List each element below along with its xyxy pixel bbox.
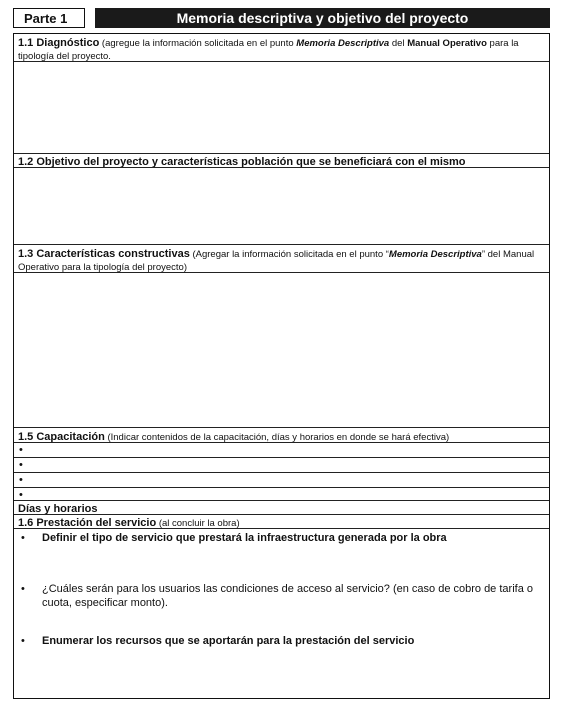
section-1-6-instruction: (al concluir la obra) bbox=[156, 518, 240, 529]
section-1-1-title: 1.1 Diagnóstico bbox=[18, 37, 100, 49]
section-1-3-header bbox=[14, 247, 549, 274]
divider bbox=[14, 514, 549, 515]
section-1-1-header bbox=[14, 36, 549, 63]
form-table bbox=[13, 33, 550, 699]
service-item-3-text: Enumerar los recursos que se aportarán para la prestación del servicio bbox=[42, 635, 415, 647]
bullet-dot: • bbox=[21, 532, 25, 544]
bullet-dot: • bbox=[21, 635, 25, 647]
capacitacion-bullet-3[interactable]: • bbox=[19, 474, 23, 486]
service-item-3 bbox=[21, 634, 545, 648]
divider bbox=[14, 500, 549, 501]
form-page bbox=[13, 8, 550, 647]
divider bbox=[14, 487, 549, 488]
divider bbox=[14, 153, 549, 154]
part-label: Parte 1 bbox=[13, 8, 85, 28]
service-item-2 bbox=[21, 582, 545, 610]
service-item-1-text: Definir el tipo de servicio que prestará la infraestructura generada por la obra bbox=[42, 532, 447, 544]
diagnostico-answer-area[interactable] bbox=[14, 62, 549, 153]
form-header bbox=[13, 8, 550, 30]
prestacion-answer-area[interactable] bbox=[14, 650, 549, 698]
capacitacion-bullet-1[interactable]: • bbox=[19, 444, 23, 456]
capacitacion-bullet-2[interactable]: • bbox=[19, 459, 23, 471]
section-title-bar: Memoria descriptiva y objetivo del proyecto bbox=[95, 8, 550, 28]
objetivo-answer-area[interactable] bbox=[14, 168, 549, 243]
section-1-5-instruction: (Indicar contenidos de la capacitación, días y horarios en donde se hará efectiva) bbox=[104, 432, 450, 443]
service-item-1 bbox=[21, 531, 545, 545]
divider bbox=[14, 427, 549, 428]
section-1-5-title: 1.5 Capacitación bbox=[18, 431, 105, 443]
section-1-6-title: 1.6 Prestación del servicio bbox=[18, 517, 157, 529]
divider bbox=[14, 244, 549, 245]
divider bbox=[14, 472, 549, 473]
capacitacion-bullet-4[interactable]: • bbox=[19, 489, 23, 501]
divider bbox=[14, 442, 549, 443]
section-1-1-instruction: (agregue la información solicitada en el punto Memoria Descriptiva del Manual Operativo para la tipología del proyecto. bbox=[18, 38, 519, 62]
bullet-dot: • bbox=[21, 583, 25, 595]
section-1-2-title: 1.2 Objetivo del proyecto y características población que se beneficiará con el mismo bbox=[18, 156, 466, 168]
section-1-3-instruction: (Agregar la información solicitada en el punto “Memoria Descriptiva” del Manual Operativo para la tipología del proyecto) bbox=[18, 249, 535, 273]
divider bbox=[14, 457, 549, 458]
divider bbox=[14, 528, 549, 529]
section-1-3-title: 1.3 Características constructivas bbox=[18, 248, 190, 260]
service-item-2-text: ¿Cuáles serán para los usuarios las condiciones de acceso al servicio? (en caso de cobro de tarifa o cuota, especificar monto). bbox=[42, 583, 533, 609]
dias-horarios-label: Días y horarios bbox=[18, 503, 98, 515]
constructivas-answer-area[interactable] bbox=[14, 273, 549, 426]
